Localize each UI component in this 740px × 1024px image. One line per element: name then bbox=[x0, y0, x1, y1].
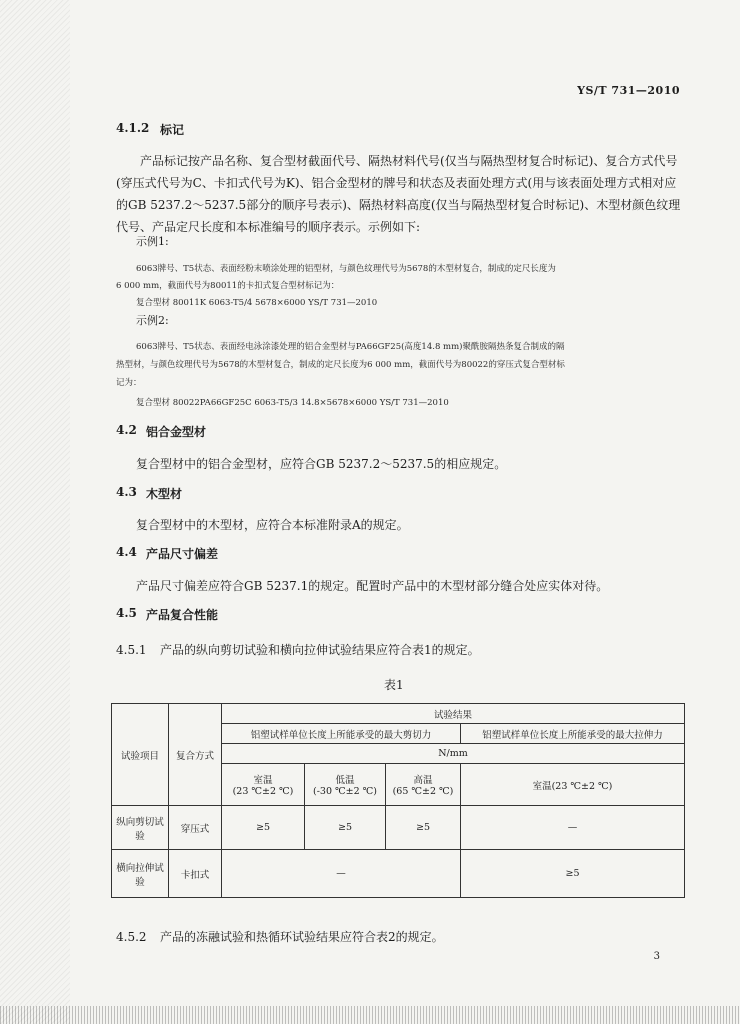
header-high-temp bbox=[386, 764, 461, 806]
section-4-1-2-number: 4.1.2 bbox=[116, 121, 150, 135]
section-4-2-title: 铝合金型材 bbox=[146, 425, 207, 439]
header-results: 试验结果 bbox=[222, 704, 685, 724]
section-4-5-1-text: 产品的纵向剪切试验和横向拉伸试验结果应符合表1的规定。 bbox=[160, 643, 480, 657]
section-4-4-number: 4.4 bbox=[116, 545, 137, 559]
header-room-temp bbox=[222, 764, 305, 806]
page-number: 3 bbox=[653, 951, 660, 962]
section-4-4-paragraph: 产品尺寸偏差应符合GB 5237.1的规定。配置时产品中的木型材部分缝合处应实体对待。 bbox=[136, 579, 609, 593]
row2-method: 卡扣式 bbox=[169, 850, 222, 898]
example-2-line-2: 热型材，与颜色纹理代号为5678的木型材复合，制成的定尺长度为6 000 mm，截面代号为80022的穿压式复合型材标 bbox=[116, 360, 565, 370]
doc-code-header: YS/T 731—2010 bbox=[577, 84, 680, 97]
low-temp-label: 低温 bbox=[335, 775, 355, 786]
example-1-line-1: 6063牌号、T5状态、表面经粉末喷涂处理的铝型材，与颜色纹理代号为5678的木型材复合，制成的定尺长度为 bbox=[136, 264, 556, 274]
example-1-label: 示例1: bbox=[136, 235, 169, 248]
row2-test-item: 横向拉伸试验 bbox=[112, 850, 169, 898]
section-4-2-number: 4.2 bbox=[116, 423, 137, 437]
example-2-line-3: 记为： bbox=[116, 378, 142, 388]
header-tension: 铝塑试样单位长度上所能承受的最大拉伸力 bbox=[461, 724, 685, 744]
room-temp-label: 室温 bbox=[253, 775, 273, 786]
low-temp-range: (-30 ℃±2 ℃) bbox=[312, 786, 377, 797]
section-4-3-paragraph: 复合型材中的木型材，应符合本标准附录A的规定。 bbox=[136, 518, 409, 532]
table-row bbox=[112, 806, 685, 850]
section-4-3-title: 木型材 bbox=[146, 487, 183, 501]
section-4-4-title: 产品尺寸偏差 bbox=[146, 547, 219, 561]
row2-shear-value: — bbox=[222, 850, 461, 898]
section-4-3-number: 4.3 bbox=[116, 485, 137, 499]
table-1-caption: 表1 bbox=[384, 678, 404, 692]
section-4-5-number: 4.5 bbox=[116, 606, 137, 620]
row1-tension-value: — bbox=[461, 806, 685, 850]
header-shear: 铝塑试样单位长度上所能承受的最大剪切力 bbox=[222, 724, 461, 744]
section-4-5-2-number: 4.5.2 bbox=[116, 930, 147, 944]
row1-test-item: 纵向剪切试验 bbox=[112, 806, 169, 850]
scan-noise-left bbox=[0, 0, 70, 1024]
high-temp-range: (65 ℃±2 ℃) bbox=[392, 786, 454, 797]
section-4-2-paragraph: 复合型材中的铝合金型材，应符合GB 5237.2～5237.5的相应规定。 bbox=[136, 457, 507, 471]
section-4-1-2-title: 标记 bbox=[160, 123, 185, 137]
example-1-mark: 复合型材 80011K 6063-T5/4 5678×6000 YS/T 731—2010 bbox=[136, 298, 378, 308]
table-1 bbox=[111, 703, 685, 898]
example-2-mark: 复合型材 80022PA66GF25C 6063-T5/3 14.8×5678×6000 YS/T 731—2010 bbox=[136, 398, 449, 408]
example-2-label: 示例2: bbox=[136, 314, 169, 327]
room-temp-range: (23 ℃±2 ℃) bbox=[232, 786, 294, 797]
scan-noise-bottom bbox=[0, 1006, 740, 1024]
header-unit: N/mm bbox=[222, 744, 685, 764]
row1-high-value: ≥5 bbox=[386, 806, 461, 850]
header-low-temp bbox=[305, 764, 386, 806]
header-method: 复合方式 bbox=[169, 704, 222, 806]
section-4-1-2-paragraph: 产品标记按产品名称、复合型材截面代号、隔热材料代号(仅当与隔热型材复合时标记)、复合方式代号(穿压式代号为C、卡扣式代号为K)、铝合金型材的牌号和状态及表面处理方式(用与该表面处理方式相对应的GB 5237.2～5237.5部分的顺序号表示)、隔热材料高度(仅当与隔热型材复合时标记)、木型材颜色纹理代号、产品定尺长度和本标准编号的顺序表示。示例如下: bbox=[116, 154, 681, 234]
header-tension-condition: 室温(23 ℃±2 ℃) bbox=[461, 764, 685, 806]
row1-room-value: ≥5 bbox=[222, 806, 305, 850]
row2-tension-value: ≥5 bbox=[461, 850, 685, 898]
section-4-5-title: 产品复合性能 bbox=[146, 608, 219, 622]
section-4-5-2-text: 产品的冻融试验和热循环试验结果应符合表2的规定。 bbox=[160, 930, 444, 944]
header-test-item: 试验项目 bbox=[112, 704, 169, 806]
row1-method: 穿压式 bbox=[169, 806, 222, 850]
row1-low-value: ≥5 bbox=[305, 806, 386, 850]
section-4-5-1-number: 4.5.1 bbox=[116, 643, 147, 657]
example-1-line-2: 6 000 mm，截面代号为80011的卡扣式复合型材标记为： bbox=[116, 281, 340, 291]
high-temp-label: 高温 bbox=[413, 775, 433, 786]
table-row bbox=[112, 850, 685, 898]
example-2-line-1: 6063牌号、T5状态、表面经电泳涂漆处理的铝合金型材与PA66GF25(高度14.8 mm)聚酰胺隔热条复合制成的隔 bbox=[136, 342, 565, 352]
